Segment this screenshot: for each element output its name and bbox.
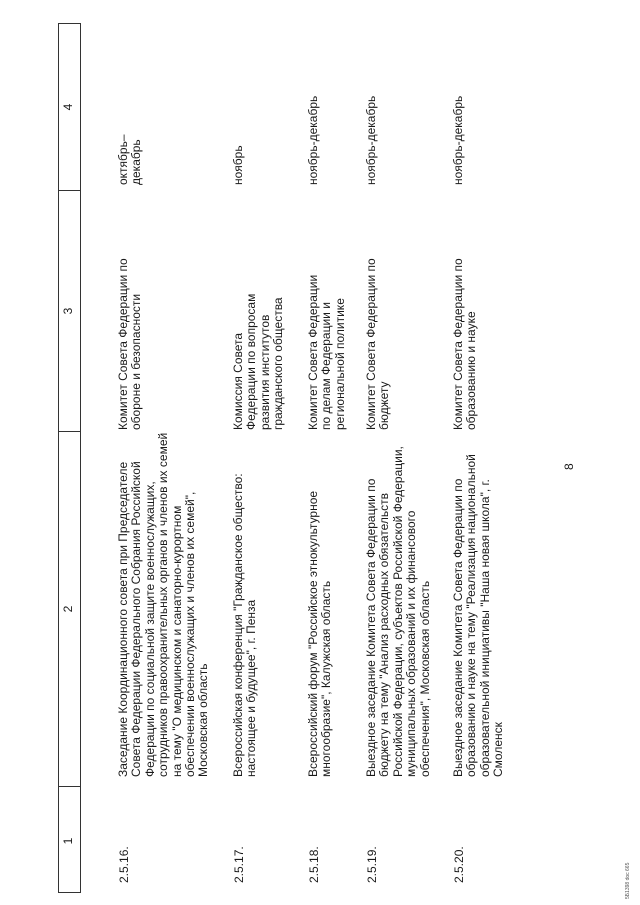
footer-code: 5Б1398 doc 665: [625, 862, 631, 899]
responsible-body: Комитет Совета Федерации по делам Федерации и региональной политике: [306, 274, 347, 430]
responsible-body: Комитет Совета Федерации по обороне и безопасности: [116, 258, 144, 430]
event-term: ноябрь-декабрь: [364, 95, 378, 185]
event-description: Выездное заседание Комитета Совета Федерации по образованию и науке на тему "Реализация национальной образовательной инициативы "Наша новая школа", г. Смоленск: [451, 454, 506, 777]
event-term: ноябрь-декабрь: [451, 95, 465, 185]
event-term: ноябрь: [231, 145, 245, 185]
responsible-body: Комиссия Совета Федерации по вопросам развития институтов гражданского общества: [231, 293, 286, 430]
table-top-border: [58, 23, 59, 893]
column-divider: [58, 190, 80, 191]
column-header-1: 1: [61, 837, 75, 845]
row-number: 2.5.17.: [232, 846, 246, 883]
event-description: Заседание Координационного совета при Председателе Совета Федерации Федерального Собрания Российской Федерации по социальной защите военнослужащих, сотрудников правоохранительных органов и членов их семей на тему "О медицинском и санаторно-курортном обеспечении военнослужащих и членов их семей", Московская область: [116, 432, 211, 777]
header-bottom-border: [80, 23, 81, 893]
row-number: 2.5.19.: [365, 846, 379, 883]
event-term: ноябрь-декабрь: [306, 95, 320, 185]
responsible-body: Комитет Совета Федерации по образованию и науке: [451, 258, 479, 430]
column-header-4: 4: [61, 103, 75, 111]
event-term: октябрь– декабрь: [116, 134, 144, 185]
page-number: 8: [562, 463, 576, 470]
row-number: 2.5.20.: [452, 846, 466, 883]
column-divider: [58, 892, 80, 893]
responsible-body: Комитет Совета Федерации по бюджету: [364, 258, 392, 430]
row-number: 2.5.16.: [117, 846, 131, 883]
column-header-3: 3: [61, 307, 75, 315]
column-divider: [58, 431, 80, 432]
event-description: Выездное заседание Комитета Совета Федерации по бюджету на тему "Анализ расходных обязательств Российской Федерации, субъектов Российской Федерации, муниципальных образований и их финансового обеспечения", Московская область: [364, 446, 432, 777]
row-number: 2.5.18.: [307, 846, 321, 883]
column-divider: [58, 786, 80, 787]
event-description: Всероссийский форум "Российское этнокультурное многообразие", Калужская область: [306, 490, 334, 777]
column-divider: [58, 23, 80, 24]
column-header-2: 2: [61, 605, 75, 613]
event-description: Всероссийская конференция "Гражданское общество: настоящее и будущее", г. Пенза: [231, 473, 259, 777]
